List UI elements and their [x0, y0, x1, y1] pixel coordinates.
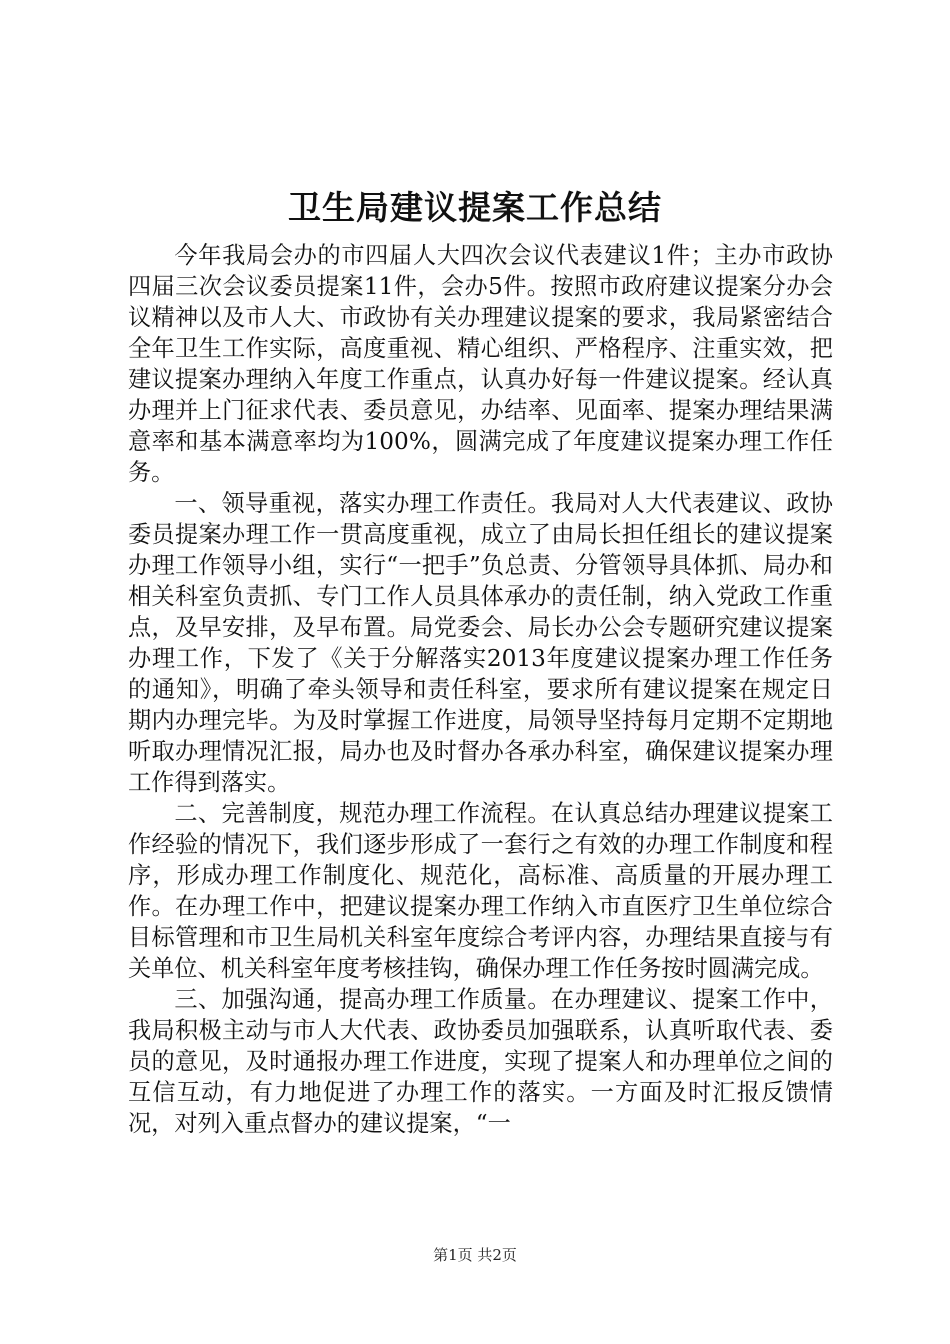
section-two-paragraph: 二、完善制度，规范办理工作流程。在认真总结办理建议提案工作经验的情况下，我们逐步形成了一套行之有效的办理工作制度和程序，形成办理工作制度化、规范化，高标准、高质量的开展办理工作。在办理工作中，把建议提案办理工作纳入市直医疗卫生单位综合目标管理和市卫生局机关科室年度综合考评内容，办理结果直接与有关单位、机关科室年度考核挂钩，确保办理工作任务按时圆满完成。 — [128, 800, 833, 982]
section-one-paragraph: 一、领导重视，落实办理工作责任。我局对人大代表建议、政协委员提案办理工作一贯高度重视，成立了由局长担任组长的建议提案办理工作领导小组，实行“一把手”负总责、分管领导具体抓、局办和相关科室负责抓、专门工作人员具体承办的责任制，纳入党政工作重点，及早安排，及早布置。局党委会、局长办公会专题研究建议提案办理工作，下发了《关于分解落实2013年度建议提案办理工作任务的通知》，明确了牵头领导和责任科室，要求所有建议提案在规定日期内办理完毕。为及时掌握工作进度，局领导坚持每月定期不定期地听取办理情况汇报，局办也及时督办各承办科室，确保建议提案办理工作得到落实。 — [128, 490, 833, 796]
document-body — [128, 240, 833, 1185]
intro-paragraph: 今年我局会办的市四届人大四次会议代表建议1件；主办市政协四届三次会议委员提案11件，会办5件。按照市政府建议提案分办会议精神以及市人大、市政协有关办理建议提案的要求，我局紧密结合全年卫生工作实际，高度重视、精心组织、严格程序、注重实效，把建议提案办理纳入年度工作重点，认真办好每一件建议提案。经认真办理并上门征求代表、委员意见，办结率、见面率、提案办理结果满意率和基本满意率均为100%，圆满完成了年度建议提案办理工作任务。 — [128, 242, 833, 486]
page-number-footer: 第1页 共2页 — [433, 1246, 517, 1264]
document-title: 卫生局建议提案工作总结 — [288, 188, 662, 227]
section-three-paragraph: 三、加强沟通，提高办理工作质量。在办理建议、提案工作中，我局积极主动与市人大代表、政协委员加强联系，认真听取代表、委员的意见，及时通报办理工作进度，实现了提案人和办理单位之间的互信互动，有力地促进了办理工作的落实。一方面及时汇报反馈情况，对列入重点督办的建议提案，“一 — [128, 986, 833, 1137]
